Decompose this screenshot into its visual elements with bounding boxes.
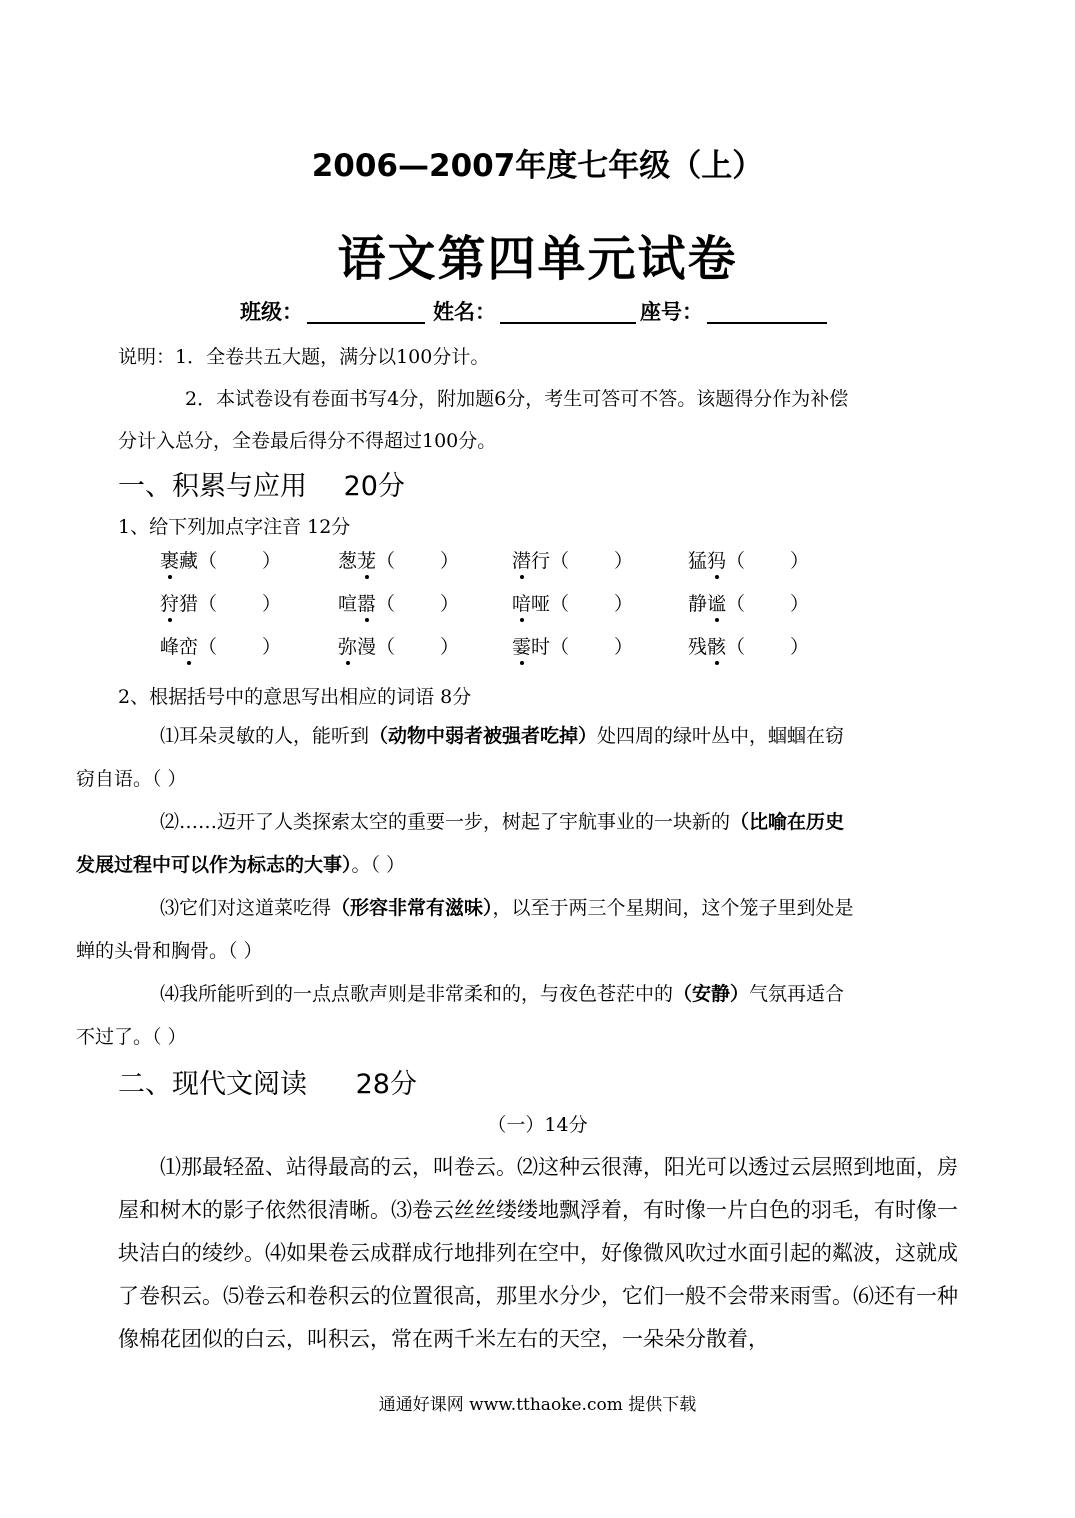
answer-paren[interactable]: （ ）	[376, 593, 460, 615]
reading-part-title: （一）14分	[487, 1114, 588, 1136]
pinyin-item	[688, 589, 810, 616]
name-blank[interactable]	[500, 300, 636, 324]
pinyin-item	[512, 546, 634, 573]
q2-item-3: ⑶它们对这道菜吃得（形容非常有滋味），以至于两三个星期间，这个笼子里到处是 蝉的头骨和胸骨。（ ）	[76, 897, 854, 962]
word: 猛犸	[688, 550, 727, 572]
class-label: 班级：	[240, 300, 303, 324]
pinyin-row-3	[160, 632, 860, 662]
pinyin-item	[160, 546, 282, 573]
pinyin-row-2	[160, 589, 860, 619]
class-blank[interactable]	[307, 300, 425, 324]
word: 峰峦	[160, 636, 199, 658]
word: 静谧	[688, 593, 727, 615]
word: 狩猎	[160, 593, 199, 615]
exam-main-title: 语文第四单元试卷	[337, 231, 738, 287]
section-2-heading	[118, 1062, 417, 1101]
question-2-title: 2、根据括号中的意思写出相应的词语 8分	[118, 686, 472, 708]
answer-paren[interactable]: （ ）	[550, 593, 634, 615]
footer-credit: 通通好课网 www.tthaoke.com 提供下载	[378, 1395, 697, 1415]
name-label: 姓名：	[433, 300, 496, 324]
answer-paren[interactable]: （ ）	[376, 636, 460, 658]
word: 潜行	[512, 550, 551, 572]
pinyin-item	[688, 632, 810, 659]
pinyin-row-1	[160, 546, 860, 576]
seat-blank[interactable]	[707, 300, 827, 324]
pinyin-item	[338, 632, 460, 659]
section-1-heading	[118, 464, 405, 503]
word: 喑哑	[512, 593, 551, 615]
word: 裹藏	[160, 550, 199, 572]
answer-paren[interactable]: （ ）	[376, 550, 460, 572]
question-1-title: 1、给下列加点字注音 12分	[118, 516, 351, 538]
answer-paren[interactable]: （ ）	[726, 593, 810, 615]
word: 弥漫	[338, 636, 377, 658]
answer-paren[interactable]: （ ）	[198, 636, 282, 658]
section-1-score: 20分	[343, 471, 405, 502]
q2-item-4: ⑷我所能听到的一点点歌声则是非常柔和的，与夜色苍茫中的（安静）气氛再适合 不过了。（ ）	[76, 983, 845, 1048]
instructions-line-2: 2．本试卷设有卷面书写4分，附加题6分，考生可答可不答。该题得分作为补偿	[185, 388, 849, 410]
answer-paren[interactable]: （ ）	[550, 636, 634, 658]
pinyin-item	[338, 546, 460, 573]
pinyin-item	[160, 589, 282, 616]
answer-paren[interactable]: （ ）	[198, 593, 282, 615]
instructions-line-3: 分计入总分，全卷最后得分不得超过100分。	[118, 430, 497, 452]
pinyin-item	[512, 632, 634, 659]
section-2-score: 28分	[355, 1069, 417, 1100]
word: 霎时	[512, 636, 551, 658]
pinyin-item	[688, 546, 810, 573]
exam-year-title: 2006—2007年度七年级（上）	[311, 148, 764, 184]
pinyin-item	[160, 632, 282, 659]
answer-paren[interactable]: （ ）	[726, 636, 810, 658]
reading-passage: ⑴那最轻盈、站得最高的云，叫卷云。⑵这种云很薄，阳光可以透过云层照到地面，房屋和树木的影子依然很清晰。⑶卷云丝丝缕缕地飘浮着，有时像一片白色的羽毛，有时像一块洁白的绫纱。⑷如果卷云成群成行地排列在空中，好像微风吹过水面引起的粼波，这就成了卷积云。⑸卷云和卷积云的位置很高，那里水分少，它们一般不会带来雨雪。⑹还有一种像棉花团似的白云，叫积云，常在两千米左右的天空，一朵朵分散着，	[118, 1155, 958, 1351]
q2-item-2: ⑵……迈开了人类探索太空的重要一步，树起了宇航事业的一块新的（比喻在历史 发展过程中可以作为标志的大事）。（ ）	[76, 811, 845, 876]
section-1-title: 一、积累与应用	[118, 471, 307, 502]
word: 残骸	[688, 636, 727, 658]
answer-paren[interactable]: （ ）	[726, 550, 810, 572]
section-2-title: 二、现代文阅读	[118, 1069, 307, 1100]
pinyin-item	[512, 589, 634, 616]
answer-paren[interactable]: （ ）	[550, 550, 634, 572]
word: 葱茏	[338, 550, 377, 572]
word: 喧嚣	[338, 593, 377, 615]
pinyin-item	[338, 589, 460, 616]
q2-item-1: ⑴耳朵灵敏的人，能听到（动物中弱者被强者吃掉）处四周的绿叶丛中，蝈蝈在窃 窃自语。（ ）	[76, 725, 845, 790]
seat-label: 座号：	[640, 300, 703, 324]
student-info-line	[240, 296, 831, 326]
instructions-line-1: 说明：1．全卷共五大题，满分以100分计。	[118, 346, 490, 368]
answer-paren[interactable]: （ ）	[198, 550, 282, 572]
